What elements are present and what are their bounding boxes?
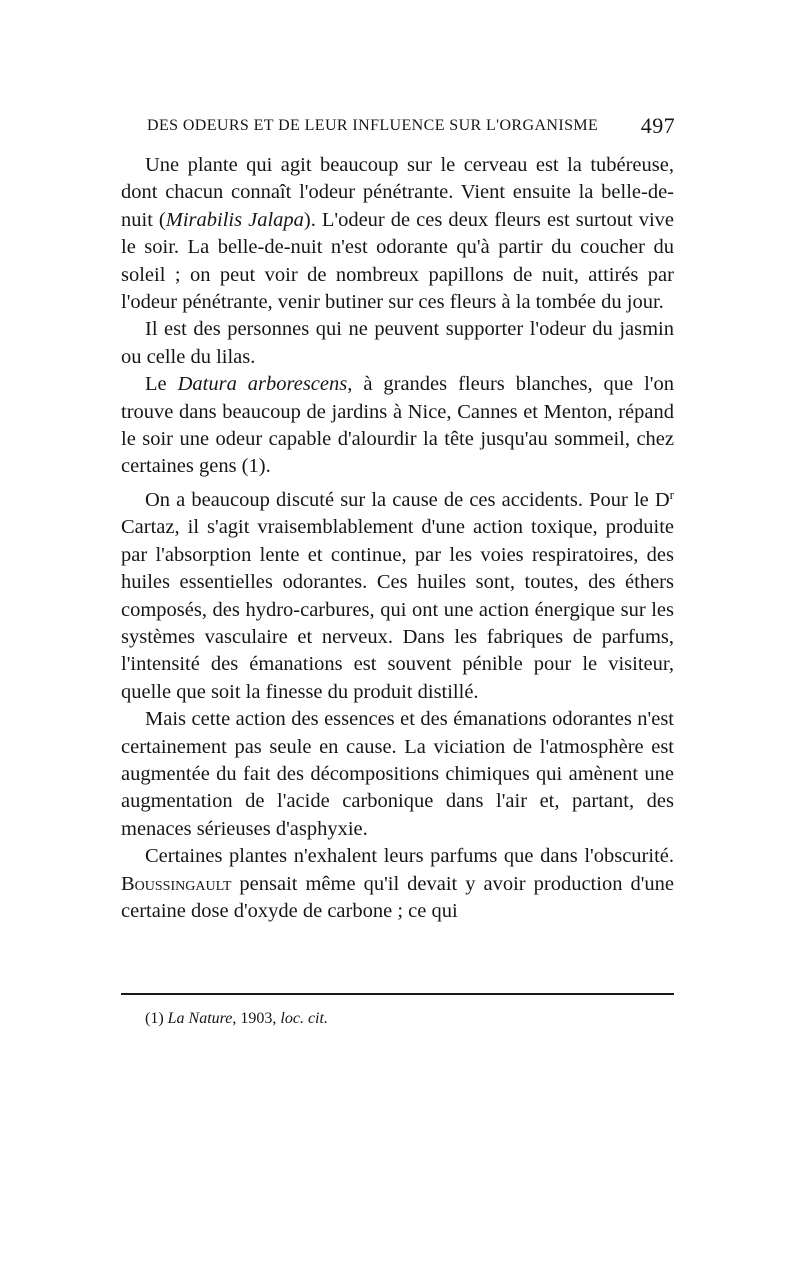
paragraph-5 [121,706,674,843]
paragraph-1-text-a: Une plante qui agit beaucoup sur le cerveau est la tubéreuse, dont chacun connaît l'odeur pénétrante. Vient ensuite la belle-de-nuit ( [121,154,674,231]
paragraph-2 [121,316,674,371]
paragraph-3-italic-species: Datura arborescens [177,373,348,396]
paragraph-3-text-a: Le [145,373,178,396]
paragraph-5-text: Mais cette action des essences et des émanations odorantes n'est certainement pas seule en cause. La viciation de l'atmosphère est augmentée du fait des décompositions chimiques qui amènent une augmentation de l'acide carbonique dans l'air et, partant, des menaces sérieuses d'asphyxie. [121,708,674,840]
paragraph-6 [121,843,674,925]
paragraph-1 [121,152,674,316]
paragraph-1-text-c: ). L'odeur de ces deux fleurs est surtout vive le soir. La belle-de-nuit n'est odorante qu'à partir du coucher du soleil ; on peut voir de nombreux papillons de nuit, attirés par l'odeur pénétrante, venir butiner sur ces fleurs à la tombée du jour. [121,208,675,314]
paragraph-4-superscript: r [669,486,674,502]
paragraph-2-text: Il est des personnes qui ne peuvent supporter l'odeur du jasmin ou celle du lilas. [121,318,674,368]
footnote [145,1010,665,1028]
paragraph-4 [121,481,674,706]
paragraph-1-italic-species: Mirabilis Jalapa [165,208,304,231]
paragraph-6-smallcaps-name: Boussingault [121,872,232,895]
running-title: DES ODEURS ET DE LEUR INFLUENCE SUR L'ORGANISME [147,117,599,134]
footnote-year: , 1903, [232,1010,281,1027]
paragraph-3 [121,371,674,481]
footnote-italic-loc: loc. cit. [280,1010,328,1027]
footnote-italic-title: La Nature [167,1010,233,1027]
paragraph-4-text-a: On a beaucoup discuté sur la cause de ces accidents. Pour le D [145,488,670,511]
paragraph-6-text-c: pensait même qu'il devait y avoir production d'une certaine dose d'oxyde de carbone ; ce qui [121,872,674,922]
paragraph-6-text-a: Certaines plantes n'exhalent leurs parfums que dans l'obscurité. [145,845,674,868]
running-header [147,113,675,143]
body-text [121,152,674,925]
page-number: 497 [640,113,675,138]
paragraph-3-text-c: , à grandes fleurs blanches, que l'on trouve dans beaucoup de jardins à Nice, Cannes et Menton, répand le soir une odeur capable d'alourdir la tête jusqu'au sommeil, chez certaines gens (1). [121,373,674,478]
paragraph-4-text-c: Cartaz, il s'agit vraisemblablement d'une action toxique, produite par l'absorption lente et continue, par les voies respiratoires, des huiles essentielles odorantes. Ces huiles sont, toutes, des éthers composés, des hydro-carbures, qui ont une action énergique sur les systèmes vasculaire et nerveux. Dans les fabriques de parfums, l'intensité des émanations est souvent pénible pour le visiteur, quelle que soit la finesse du produit distillé. [121,516,674,703]
footnote-number: (1) [145,1010,168,1027]
footnote-rule [121,993,674,995]
